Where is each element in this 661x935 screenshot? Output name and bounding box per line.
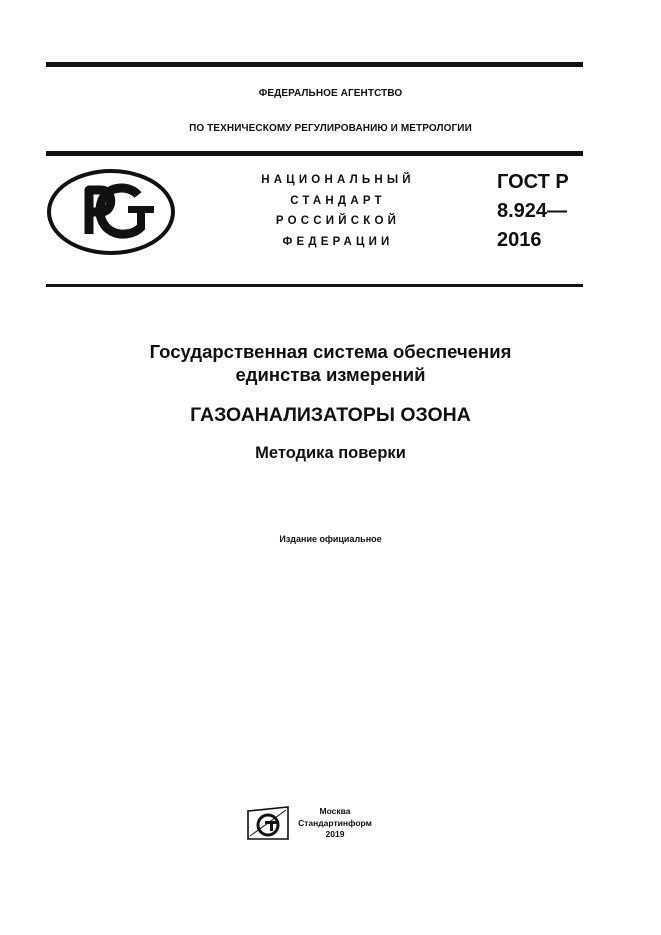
document-subtitle: Методика поверки [255, 444, 406, 462]
standard-type-line3: РОССИЙСКОЙ [275, 215, 401, 227]
publisher-year: 2019 [325, 829, 345, 839]
series-title [0, 340, 661, 386]
standard-type-line4: ФЕДЕРАЦИИ [282, 235, 394, 248]
publisher-imprint [290, 806, 380, 841]
designation-line1: ГОСТ Р [497, 171, 569, 193]
standard-type-line1: НАЦИОНАЛЬНЫЙ [261, 174, 415, 186]
series-title-line2: единства измерений [235, 364, 426, 385]
top-divider [46, 62, 583, 67]
edition-note: Издание официальное [279, 534, 382, 544]
standartinform-logo-icon [246, 805, 290, 841]
gost-r-emblem-icon [46, 168, 176, 256]
standard-type-line2: СТАНДАРТ [290, 194, 386, 207]
header-divider [46, 151, 583, 156]
publisher-name: Стандартинформ [298, 817, 372, 828]
document-title: ГАЗОАНАЛИЗАТОРЫ ОЗОНА [190, 404, 471, 426]
designation-line2: 8.924— [497, 200, 568, 222]
designation-line3: 2016 [497, 229, 542, 251]
standard-type [220, 170, 456, 252]
title-divider [46, 284, 583, 287]
standard-designation [497, 168, 569, 255]
agency-name-line2: ПО ТЕХНИЧЕСКОМУ РЕГУЛИРОВАНИЮ И МЕТРОЛОГИИ [189, 123, 472, 134]
agency-name-line1: ФЕДЕРАЛЬНОЕ АГЕНТСТВО [258, 88, 403, 99]
series-title-line1: Государственная система обеспечения [149, 341, 512, 362]
publisher-city: Москва [319, 806, 351, 816]
